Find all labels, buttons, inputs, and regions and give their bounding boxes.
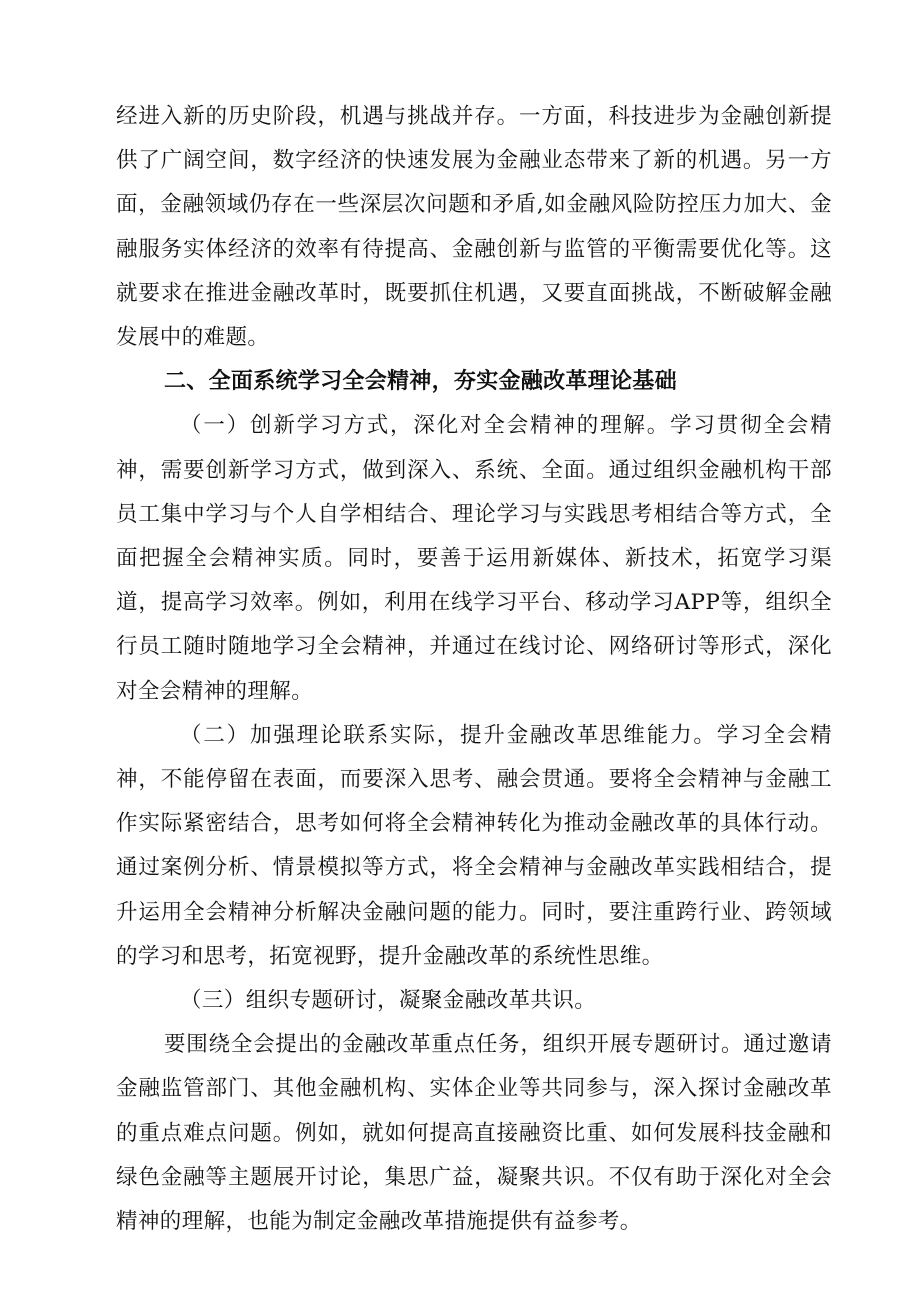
document-body [116, 95, 832, 1244]
section-heading: 二、全面系统学习全会精神，夯实金融改革理论基础 [164, 369, 677, 395]
subsection-3-title: （三）组织专题研讨，凝聚金融改革共识。 [180, 988, 597, 1014]
paragraph-continuation: 经进入新的历史阶段，机遇与挑战并存。一方面，科技进步为金融创新提供了广阔空间，数字经济的快速发展为金融业态带来了新的机遇。另一方面，金融领域仍存在一些深层次问题和矛盾,如金融风险防控压力加大、金融服务实体经济的效率有待提高、金融创新与监管的平衡需要优化等。这就要求在推进金融改革时，既要抓住机遇，又要直面挑战，不断破解金融发展中的难题。 [116, 104, 832, 351]
subsection-1-paragraph: （一）创新学习方式，深化对全会精神的理解。学习贯彻全会精神，需要创新学习方式，做到深入、系统、全面。通过组织金融机构干部员工集中学习与个人自学相结合、理论学习与实践思考相结合等方式，全面把握全会精神实质。同时，要善于运用新媒体、新技术，拓宽学习渠道，提高学习效率。例如，利用在线学习平台、移动学习APP等，组织全行员工随时随地学习全会精神，并通过在线讨论、网络研讨等形式，深化对全会精神的理解。 [116, 413, 832, 704]
subsection-2-paragraph: （二）加强理论联系实际，提升金融改革思维能力。学习全会精神，不能停留在表面，而要深入思考、融会贯通。要将全会精神与金融工作实际紧密结合，思考如何将全会精神转化为推动金融改革的具体行动。通过案例分析、情景模拟等方式，将全会精神与金融改革实践相结合，提升运用全会精神分析解决金融问题的能力。同时，要注重跨行业、跨领域的学习和思考，拓宽视野，提升金融改革的系统性思维。 [116, 722, 832, 969]
subsection-3-paragraph: 要围绕全会提出的金融改革重点任务，组织开展专题研讨。通过邀请金融监管部门、其他金融机构、实体企业等共同参与，深入探讨金融改革的重点难点问题。例如，就如何提高直接融资比重、如何发展科技金融和绿色金融等主题展开讨论，集思广益，凝聚共识。不仅有助于深化对全会精神的理解，也能为制定金融改革措施提供有益参考。 [116, 1032, 832, 1235]
